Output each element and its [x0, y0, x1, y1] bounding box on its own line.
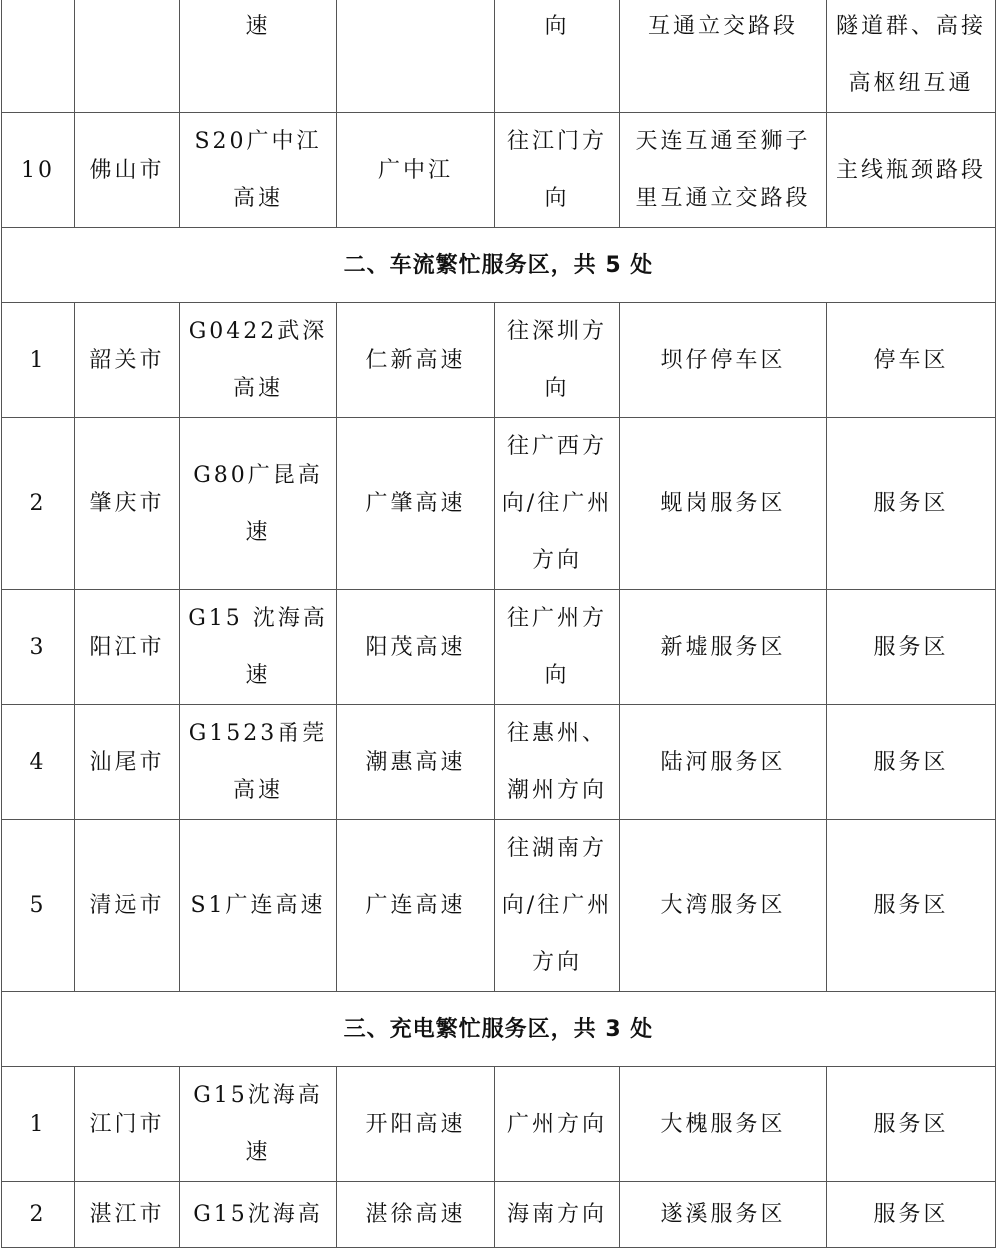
cell-city [75, 0, 180, 113]
cell-road: S20广中江高速 [180, 113, 337, 228]
section-title: 三、充电繁忙服务区，共 3 处 [2, 992, 996, 1067]
cell-location: 遂溪服务区 [620, 1182, 827, 1248]
cell-road: G15 沈海高速 [180, 590, 337, 705]
cell-no: 10 [2, 113, 75, 228]
cell-city: 汕尾市 [75, 705, 180, 820]
cell-no: 2 [2, 1182, 75, 1248]
cell-type: 主线瓶颈路段 [827, 113, 996, 228]
cell-location: 坝仔停车区 [620, 303, 827, 418]
cell-road: 速 [180, 0, 337, 113]
table-row [2, 1182, 996, 1248]
cell-city: 清远市 [75, 820, 180, 992]
cell-section: 潮惠高速 [337, 705, 495, 820]
table-row [2, 820, 996, 992]
cell-city: 阳江市 [75, 590, 180, 705]
cell-city: 江门市 [75, 1067, 180, 1182]
cell-type: 服务区 [827, 1182, 996, 1248]
cell-city: 韶关市 [75, 303, 180, 418]
cell-direction: 广州方向 [495, 1067, 620, 1182]
table-row [2, 1067, 996, 1182]
cell-location: 大槐服务区 [620, 1067, 827, 1182]
cell-location: 新墟服务区 [620, 590, 827, 705]
table-row [2, 0, 996, 113]
cell-direction: 海南方向 [495, 1182, 620, 1248]
cell-direction: 往江门方向 [495, 113, 620, 228]
cell-section: 广肇高速 [337, 418, 495, 590]
cell-road: G0422武深高速 [180, 303, 337, 418]
table-row [2, 418, 996, 590]
cell-location: 天连互通至狮子里互通立交路段 [620, 113, 827, 228]
section-heading [2, 228, 996, 303]
cell-location: 大湾服务区 [620, 820, 827, 992]
table-row [2, 705, 996, 820]
cell-direction: 往深圳方向 [495, 303, 620, 418]
cell-type: 服务区 [827, 705, 996, 820]
cell-road: S1广连高速 [180, 820, 337, 992]
cell-road: G1523甬莞高速 [180, 705, 337, 820]
cell-type: 服务区 [827, 590, 996, 705]
cell-section: 阳茂高速 [337, 590, 495, 705]
table-row [2, 590, 996, 705]
cell-type: 服务区 [827, 418, 996, 590]
cell-road: G15沈海高速 [180, 1067, 337, 1182]
cell-section [337, 0, 495, 113]
cell-type: 服务区 [827, 820, 996, 992]
cell-location: 互通立交路段 [620, 0, 827, 113]
cell-city: 湛江市 [75, 1182, 180, 1248]
cell-location: 陆河服务区 [620, 705, 827, 820]
cell-road: G15沈海高 [180, 1182, 337, 1248]
table-row [2, 303, 996, 418]
cell-type: 停车区 [827, 303, 996, 418]
cell-location: 蚬岗服务区 [620, 418, 827, 590]
cell-road: G80广昆高速 [180, 418, 337, 590]
cell-no: 4 [2, 705, 75, 820]
cell-type: 服务区 [827, 1067, 996, 1182]
cell-no: 3 [2, 590, 75, 705]
cell-city: 肇庆市 [75, 418, 180, 590]
cell-city: 佛山市 [75, 113, 180, 228]
cell-section: 湛徐高速 [337, 1182, 495, 1248]
cell-direction: 往惠州、潮州方向 [495, 705, 620, 820]
cell-no: 5 [2, 820, 75, 992]
section-heading [2, 992, 996, 1067]
cell-no: 1 [2, 303, 75, 418]
section-title: 二、车流繁忙服务区，共 5 处 [2, 228, 996, 303]
cell-direction: 往广州方向 [495, 590, 620, 705]
cell-section: 开阳高速 [337, 1067, 495, 1182]
cell-direction: 往湖南方向/往广州方向 [495, 820, 620, 992]
cell-section: 广中江 [337, 113, 495, 228]
cell-direction: 向 [495, 0, 620, 113]
cell-direction: 往广西方向/往广州方向 [495, 418, 620, 590]
cell-section: 广连高速 [337, 820, 495, 992]
table-row [2, 113, 996, 228]
cell-no: 2 [2, 418, 75, 590]
cell-no [2, 0, 75, 113]
cell-no: 1 [2, 1067, 75, 1182]
cell-type: 隧道群、高接高枢纽互通 [827, 0, 996, 113]
cell-section: 仁新高速 [337, 303, 495, 418]
congestion-table [1, 0, 996, 1248]
